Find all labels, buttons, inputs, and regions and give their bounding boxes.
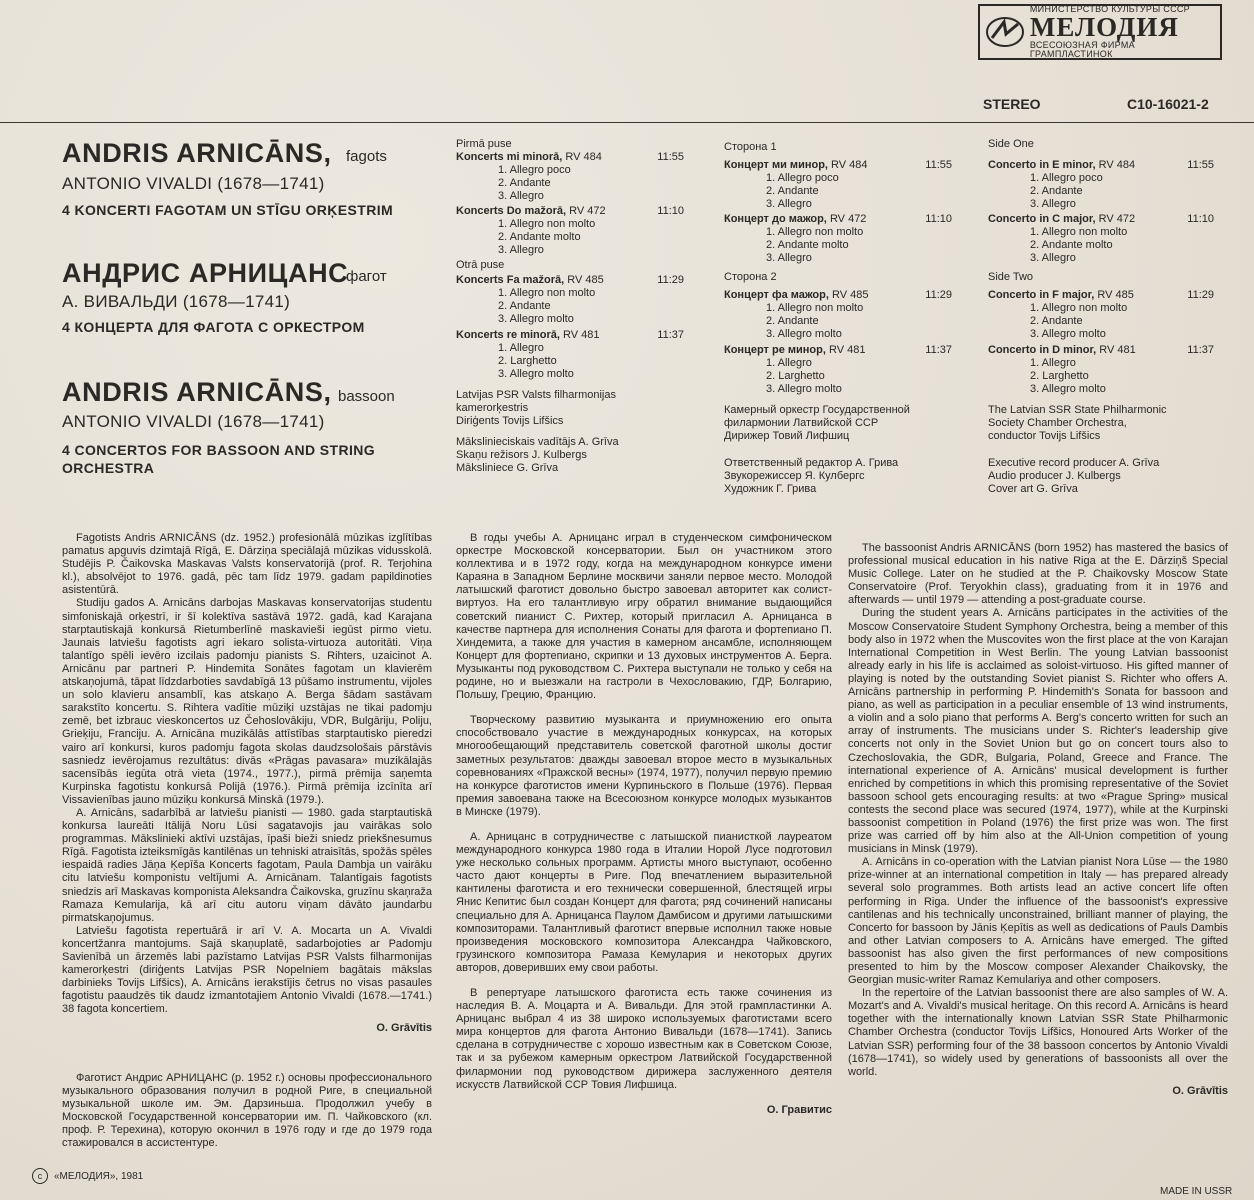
instrument-lv: fagots [346,148,387,165]
movement: 1. Allegro non molto [1030,226,1128,238]
concerto-title: Concerto in D minor, [988,344,1097,356]
notes-paragraph: During the student years A. Arnicāns participates in the activities of the Moscow Conservatoire Student Symphony Orchestra, being a member of this body also in 1972 when the Muscovites won the first place at the von Karajan International Competition in West Berlin. The young Latvian bassoonist already early in his life is acclaimed as soloist-virtuoso. His gifted manner of playing is noted by the outstanding Soviet pianist S. Richter who offers A. Arnicāns partnership in performing P. Hindemith's Sonata for bassoon and piano, as well as participation in a peculiar ensemble of 13 wind instruments, a violin and a solo piano that performs A. Berg's concerto written for such an array of instruments. The musicians under S. Richter's leadership give concerts not only in the Soviet Union but go on concert tours also to Czechoslovakia, the GDR, Bulgaria, Poland, Greece and France. The international experience of A. Arnicāns' musical development is further enriched by competitions in which this promising representative of the Soviet bassoon school gets encouraging results: at two «Prague Spring» musical contests the second place was secured (1974, 1977), while at the Kurpinski bassoonist competition in Poland (1976) the first prize was won. The first prize was carried off by him also at the All-Union competition of young musicians in Minsk (1979). [848,607,1228,856]
logo-ministry: МИНИСТЕРСТВО КУЛЬТУРЫ СССР [1029,4,1190,14]
notes-paragraph: Latviešu fagotista repertuārā ir arī V. A. Mocarta un A. Vivaldi koncertžanra mantojums. Sajā skaņuplatē, sadarbojoties ar Padomju Savienībā un ārzemēs labi pazīstamo Latvijas PSR Valsts filharmonijas kamerorķestri (diriģents Latvijas PSR Nopelniem bagātais mākslas darbinieks Tovijs Lifšics), A. Arnicāns ierakstījis četrus no visas pasaules fagotistu paaudzēs tik daudz izmantotajiem Antonio Vivaldi (1678.—1741.) 38 fagota koncertiem. [62,924,432,1016]
movement: 3. Allegro [766,198,812,210]
movement: 3. Allegro molto [498,313,574,325]
movement: 3. Allegro molto [766,383,842,395]
notes-ru-short [62,1072,432,1151]
concerto-title: Concerto in C major, [988,213,1096,225]
rv-number: RV 481 [562,329,600,341]
credit-line: kamerorķestris [456,402,529,414]
movement: 2. Andante [498,177,551,189]
work-en-line1: 4 CONCERTOS FOR BASSOON AND STRING [62,442,376,458]
instrument-ru: фагот [346,268,387,285]
movement: 1. Allegro non molto [498,287,596,299]
instrument-en: bassoon [338,388,395,405]
duration: 11:55 [657,151,684,163]
movement: 3. Allegro molto [498,368,574,380]
stereo-label: STEREO [983,96,1041,112]
notes-paragraph: The bassoonist Andris ARNICĀNS (born 1952) has mastered the basics of professional musical education in his native Riga at the E. Dārziņš Special Music College. Later on he studied at the P. Chaikovsky Moscow State Conservatoire (Prof. Teryokhin class), graduating from it in 1976 and afterwards — until 1979 — attending a post-graduate course. [848,542,1228,607]
tracklist-en [988,138,1214,496]
movement: 2. Andante [766,185,819,197]
notes-ru [456,532,832,1117]
notes-paragraph: Studiju gados A. Arnicāns darbojas Maskavas konservatorijas studentu simfoniskajā orķestrī, ir šī kolektīva sastāvā 1972. gadā, kad Karajana starptautiskajā konkursā Rietumberlīnē maskavieši iegūst pirmo vietu. Jaunais latviešu fagotists agri iekaro solista-virtuoza autoritāti. Viņa talantīgo spēli ievēro izcilais padomju pianists S. Rihters, uzaicinot A. Arnicānu par partneri P. Hindemita Sonātes fagotam un klavierēm atskaņojumā, tāpat līdzdarboties savdabīgā 13 pūšamo instrumentu, vijoles un solo klavieru ansamblī, kas atskaņo A. Berga šādam sastāvam sarakstīto koncertu. S. Rihtera vadītie mūziķi uzstājas ne tikai padomju zemē, bet izbrauc vieskoncertos uz Čehoslovākiju, VDR, Bulgāriju, Poliju, Grieķiju, Franciju. A. Arnicāna muzikālās attīstības starptautisko pieredzi vairo arī konkursi, kuros padomju fagota skolas daudzsološais pārstāvis sasniedz ievērojamus rezultātus: divās «Prāgas pavasara» muzikālajās sacensībās iegūta otrā vieta (1974., 1977.), pirmā prēmija saņemta Kurpinska fagotistu konkursā Polijā (1976.). Pirmā prēmija izcīnīta arī Vissavienības jauno mūziķu konkursā Minskā (1979.). [62,597,432,806]
rv-number: RV 481 [828,344,866,356]
concerto-title: Концерт ми минор, [724,159,828,171]
duration: 11:29 [657,274,684,286]
notes-paragraph: В репертуаре латышского фаготиста есть также сочинения из наследия В. А. Моцарта и А. Вивальди. Для этой грампластинки А. Арницанс выбрал 4 из 38 широко используемых фаготистами всего мира концертов для фагота Антонио Вивальди (1678—1741). Запись сделана в сотрудничестве с хорошо известным как в Советском Союзе, так и за рубежом камерным оркестром Латвийской Государственной филармонии под руководством дирижера заслуженного деятеля искусств Латвийской ССР Товия Лифшица. [456,987,832,1091]
credit-line: Skaņu režisors J. Kulbergs [456,449,587,461]
rv-number: RV 485 [831,289,869,301]
rv-number: RV 484 [565,151,602,163]
movement: 2. Andante [498,300,551,312]
credit-line: Mākslinieciskais vadītājs A. Grīva [456,436,619,448]
concerto-title: Концерт ре минор, [724,344,826,356]
rv-number: RV 485 [567,274,604,286]
movement: 3. Allegro [1030,198,1076,210]
credit-line: Звукорежиссер Я. Кулбергс [724,470,865,482]
credit-line: Māksliniece G. Grīva [456,462,559,474]
duration: 11:29 [925,289,952,301]
movement: 2. Larghetto [1030,370,1089,382]
rv-number: RV 485 [1097,289,1134,301]
tracklist-lv [456,138,684,475]
notes-paragraph: Fagotists Andris ARNICĀNS (dz. 1952.) profesionālā mūzikas izglītības pamatus apguvis dzimtajā Rīgā, E. Dārziņa speciālajā mūzikas vidusskolā. Studējis P. Čaikovska Maskavas Valsts konservatorijā (prof. R. Terjohina kl.), absolvējot to 1976. gadā, pēc tam līdz 1979. gadam papildinoties asistentūrā. [62,532,432,597]
side-one-label: Сторона 1 [724,141,777,153]
movement: 3. Allegro [498,190,544,202]
movement: 2. Larghetto [766,370,825,382]
copyright-text: «МЕЛОДИЯ», 1981 [54,1170,144,1182]
artist-en: ANDRIS ARNICĀNS, [62,377,332,407]
movement: 3. Allegro [766,252,812,264]
movement: 1. Allegro non molto [498,218,596,230]
movement: 3. Allegro [498,244,544,256]
notes-paragraph: A. Arnicāns in co-operation with the Latvian pianist Nora Lūse — the 1980 prize-winner at an international competition in Italy — has prepared already several solo programmes. Both artists lead an active concert life often performing in Riga. Under the influence of the bassoonist's expressive cantilenas and his technically unconstrained, brilliant manner of playing, the Concerto for bassoon by Jānis Ķepītis as well as dedications of Pauls Dambis and other Latvian composers to A. Arnicāns have emerged. The gifted bassoonist has also given the first performances of new compositions presented to him by the Moscow composer Alexander Chaikovsky, the Georgian music-writer Ramaz Kemulariya and other composers. [848,856,1228,987]
side-two-label: Otrā puse [456,259,505,271]
credit-line: The Latvian SSR State Philharmonic [988,404,1167,416]
movement: 1. Allegro [766,357,812,369]
credit-line: Executive record producer A. Grīva [988,457,1160,469]
artist-lv: ANDRIS ARNICĀNS, [62,138,332,168]
signature: O. Grāvītis [376,1022,432,1035]
credit-line: Ответственный редактор А. Грива [724,457,899,469]
movement: 1. Allegro poco [1030,172,1103,184]
notes-paragraph: В годы учебы А. Арницанс играл в студенческом симфоническом оркестре Московской консерватории. Был он участником этого коллектива и в 1972 году, когда на международном конкурсе имени Караяна в Западном Берлине москвичи заняли первое место. Молодой латышский фаготист довольно быстро завоевал авторитет как солист-виртуоз. На его талантливую игру обратил внимание выдающийся советский пианист С. Рихтер, который пригласил А. Арницанса в качестве партнера для исполнения Сонаты для фагота и фортепиано П. Хиндемита, а также для участия в камерном ансамбле, исполняющем Концерт для фортепиано, скрипки и 13 духовых инструментов А. Берга. Музыканты под руководством С. Рихтера выступали не только у себя на родине, но и выезжали на гастроли в Чехословакию, ГДР, Болгарию, Польшу, Грецию, Францию. [456,532,832,702]
notes-en [848,542,1228,1098]
duration: 11:55 [925,159,952,171]
tracklist-ru [724,141,952,496]
movement: 1. Allegro [1030,357,1076,369]
duration: 11:10 [925,213,952,225]
notes-paragraph: А. Арницанс в сотрудничестве с латышской пианисткой лауреатом международного конкурса 1980 года в Италии Норой Лусе подготовил уже несколько сольных программ. Артисты много выступают, особенно часто дают концерты в Риге. Под впечатлением выразительной кантилены фаготиста и его технически совершенной, блестящей игры Янис Кепитис был создан Концерт для фагота; ряд сочинений написаны специально для А. Арницанса Паулом Дамбисом и другими латышскими композиторами. Талантливый фаготист впервые исполнил также новые произведения московского композитора Александра Чайковского, грузинского композитора Рамаза Кемулария и некоторых других авторов, доверивших ему свои работы. [456,830,832,974]
movement: 1. Allegro non molto [1030,302,1128,314]
composer-en: ANTONIO VIVALDI (1678—1741) [62,412,325,431]
credit-line: Latvijas PSR Valsts filharmonijas [456,389,616,401]
movement: 1. Allegro poco [766,172,839,184]
rv-number: RV 472 [829,213,867,225]
composer-lv: ANTONIO VIVALDI (1678—1741) [62,174,325,193]
signature: О. Гравитис [766,1103,832,1116]
concerto-title: Concerto in F major, [988,289,1095,301]
melodiya-disc-icon [980,10,1030,54]
composer-ru: А. ВИВАЛЬДИ (1678—1741) [62,292,291,311]
rv-number: RV 484 [831,159,868,171]
movement: 3. Allegro molto [766,328,842,340]
movement: 2. Andante molto [766,239,849,251]
concerto-title: Koncerts re minorā, [456,329,560,341]
movement: 1. Allegro [498,342,544,354]
side-two-label: Side Two [988,271,1034,283]
movement: 1. Allegro poco [498,164,571,176]
concerto-title: Koncerts Do mažorā, [456,205,567,217]
movement: 3. Allegro [1030,252,1076,264]
rv-number: RV 472 [569,205,606,217]
side-two-label: Сторона 2 [724,271,777,283]
logo-name: МЕЛОДИЯ [1029,12,1179,42]
melodiya-logo [978,4,1222,60]
side-one-label: Pirmā puse [456,138,512,150]
credit-line: Audio producer J. Kulbergs [988,470,1121,482]
credit-line: Society Chamber Orchestra, [988,417,1127,429]
concerto-title: Концерт до мажор, [724,213,827,225]
side-one-label: Side One [988,138,1034,150]
movement: 1. Allegro non molto [766,302,864,314]
movement: 2. Andante [766,315,819,327]
duration: 11:10 [1187,213,1214,225]
duration: 11:10 [657,205,684,217]
concerto-title: Concerto in E minor, [988,159,1096,171]
logo-firm: ВСЕСОЮЗНАЯ ФИРМА ГРАМПЛАСТИНОК [1029,40,1135,59]
credit-line: Cover art G. Grīva [988,483,1078,495]
notes-paragraph: In the repertoire of the Latvian bassoonist there are also samples of W. A. Mozart's and A. Vivaldi's musical heritage. On this record A. Arnicāns is heard together with the internationally known Latvian SSR State Philharmonic Chamber Orchestra (conductor Tovijs Lifšics, Honoured Arts Worker of the Latvian SSR) performing four of the 38 bassoon concertos by Antonio Vivaldi (1678—1741), so widely used by generations of bassoonists all over the world. [848,987,1228,1078]
credit-line: Diriģents Tovijs Lifšics [456,415,564,427]
made-in-label: MADE IN USSR [1160,1186,1233,1197]
movement: 3. Allegro molto [1030,383,1106,395]
duration: 11:37 [1187,344,1214,356]
duration: 11:55 [1187,159,1214,171]
rv-number: RV 481 [1099,344,1136,356]
signature: O. Grāvītis [1172,1084,1228,1097]
movement: 2. Larghetto [498,355,557,367]
movement: 3. Allegro molto [1030,328,1106,340]
notes-paragraph: Творческому развитию музыканта и приумножению его опыта способствовало участие в международных конкурсах, на которых многообещающий представитель советской фаготной школы достиг заметных результатов: дважды завоевал второе место в музыкальных соревнованиях «Пражской весны» (1974, 1977), получил первую премию на конкурсе фаготистов имени Курпиньского в Польше (1976). Первая премия завоевана также на Всесоюзном конкурсе молодых музыкантов в Минске (1979). [456,714,832,818]
credit-line: conductor Tovijs Lifšics [988,430,1101,442]
duration: 11:37 [657,329,684,341]
credit-line: Камерный оркестр Государственной [724,404,910,416]
duration: 11:29 [1187,289,1214,301]
movement: 2. Andante molto [1030,239,1113,251]
concerto-title: Koncerts Fa mažorā, [456,274,565,286]
movement: 1. Allegro non molto [766,226,864,238]
rv-number: RV 484 [1098,159,1136,171]
movement: 2. Andante molto [498,231,581,243]
catalog-number: C10-16021-2 [1127,96,1209,112]
notes-paragraph: A. Arnicāns, sadarbībā ar latviešu pianisti — 1980. gada starptautiskā konkursa laureāti Itālijā Noru Lūsi sagatavojis jau vairākas solo programmas. Mākslinieki aktīvi uzstājas, īpaši bieži sniedz priekšnesumus Rīgā. Fagotista izteiksmīgās kantilēnas un tehniski atraisītās, spožās spēles iespaidā radies Jāņa Ķepīša Koncerts fagotam, Paula Dambja un vairāku citu latviešu komponistu veltījumi A. Arnicānam. Talantīgais fagotists sniedzis arī Maskavas komponista Aleksandra Čaikovska, gruzīnu skaņraža Ramaza Kemularija, kā arī citu autoru viņam dāvāto jaundarbu pirmatskaņojumus. [62,806,432,924]
movement: 2. Andante [1030,315,1083,327]
movement: 2. Andante [1030,185,1083,197]
artist-ru: АНДРИС АРНИЦАНС [62,258,349,288]
work-ru: 4 КОНЦЕРТА ДЛЯ ФАГОТА С ОРКЕСТРОМ [62,319,365,335]
work-en-line2: ORCHESTRA [62,460,155,476]
work-lv: 4 KONCERTI FAGOTAM UN STĪGU ORĶESTRIM [62,202,394,218]
header-divider [0,122,1254,123]
notes-paragraph: Фаготист Андрис АРНИЦАНС (р. 1952 г.) основы профессионального музыкального образования получил в родной Риге, в специальной музыкальной школе им. Эм. Дарзиньша. Продолжил учебу в Московской Государственной консерватории им. П. Чайковского (кл. проф. Р. Терехина), которую окончил в 1976 году и где до 1979 года стажировался в ассистентуре. [62,1072,432,1150]
credit-line: Художник Г. Грива [724,483,817,495]
copyright-line [32,1168,143,1184]
copyright-icon: c [32,1168,48,1184]
rv-number: RV 472 [1098,213,1136,225]
concerto-title: Koncerts mi minorā, [456,151,563,163]
duration: 11:37 [925,344,952,356]
credit-line: филармонии Латвийской ССР [724,417,879,429]
notes-lv [62,532,432,1036]
credit-line: Дирижер Товий Лифшиц [724,430,850,442]
concerto-title: Концерт фа мажор, [724,289,829,301]
